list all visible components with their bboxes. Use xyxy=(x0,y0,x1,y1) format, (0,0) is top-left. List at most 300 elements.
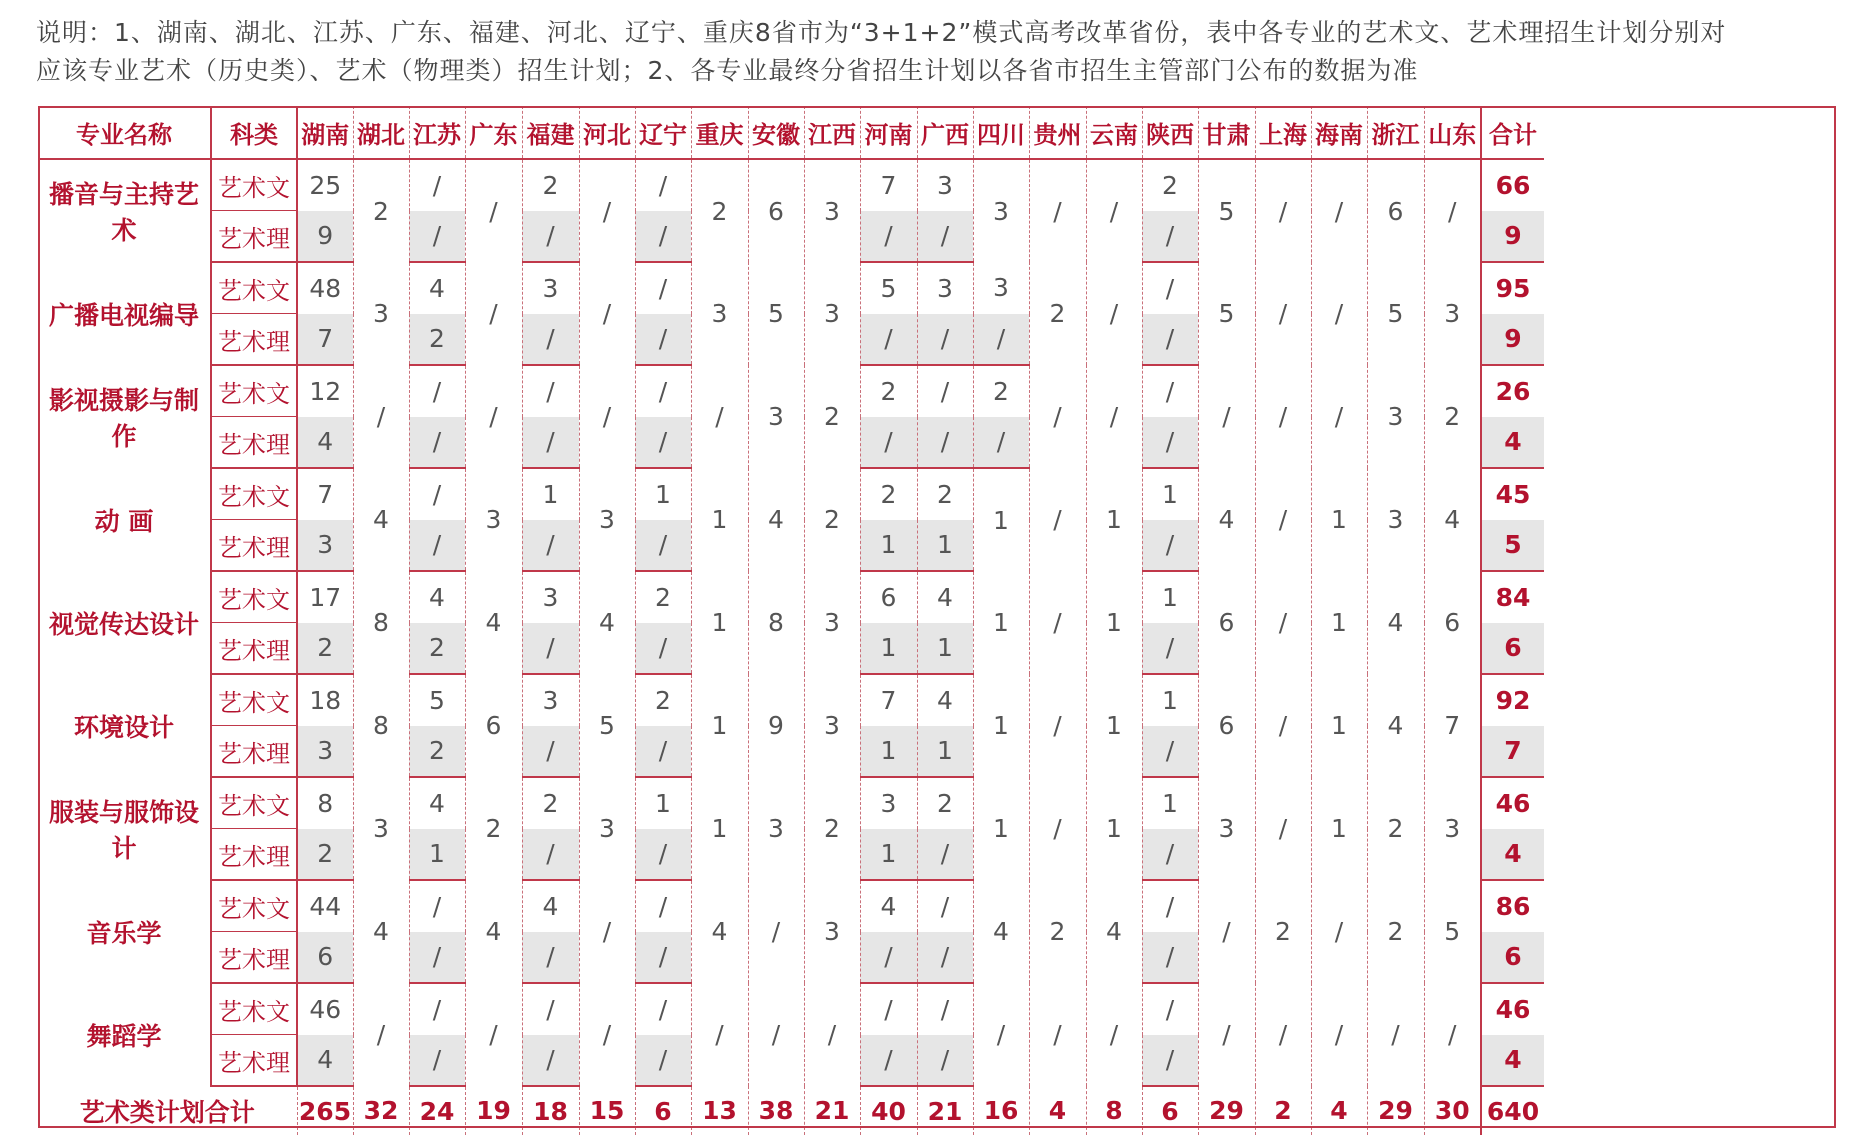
total-li: 4 xyxy=(1481,1035,1544,1087)
cell-merged: / xyxy=(1255,983,1311,1086)
cell-wen: / xyxy=(860,983,917,1035)
header-province: 云南 xyxy=(1086,106,1142,159)
cell-merged: / xyxy=(748,880,804,983)
cell-merged: 3 xyxy=(1424,777,1481,880)
cell-merged: / xyxy=(1029,571,1086,674)
cell-wen: 4 xyxy=(917,674,973,726)
cell-wen: 1 xyxy=(1142,777,1198,829)
cell-merged: / xyxy=(1255,468,1311,571)
cell-li: / xyxy=(635,726,691,778)
cell-merged: 1 xyxy=(973,777,1029,880)
cell-merged: / xyxy=(1198,365,1255,468)
cell-wen: 48 xyxy=(297,262,353,314)
cell-merged: / xyxy=(1311,880,1367,983)
cell-merged: 1 xyxy=(691,674,748,777)
cell-li: / xyxy=(635,211,691,263)
cell-wen: / xyxy=(522,365,579,417)
cell-merged: / xyxy=(465,262,522,365)
cell-wen: 3 xyxy=(522,674,579,726)
cell-li: / xyxy=(409,417,465,469)
cell-li: / xyxy=(917,932,973,984)
cell-wen: 25 xyxy=(297,159,353,211)
cell-merged: 3 xyxy=(579,777,635,880)
header-province: 海南 xyxy=(1311,106,1367,159)
cell-merged: / xyxy=(1198,880,1255,983)
major-name: 视觉传达设计 xyxy=(48,609,199,639)
cell-li: / xyxy=(860,211,917,263)
cell-li: / xyxy=(635,932,691,984)
cell-wen: 3 xyxy=(522,262,579,314)
sum-value: 4 xyxy=(1311,1086,1367,1135)
cell-merged: 4 xyxy=(1424,468,1481,571)
cell-li: 1 xyxy=(860,829,917,881)
cell-wen: / xyxy=(409,365,465,417)
major-name: 播音与主持艺术 xyxy=(48,180,199,245)
cell-merged: 3 xyxy=(579,468,635,571)
header-province: 江西 xyxy=(804,106,860,159)
cell-merged: / xyxy=(1424,983,1481,1086)
major-row-wen xyxy=(38,159,1544,211)
cell-wen: / xyxy=(409,468,465,520)
cell-merged: 4 xyxy=(973,880,1029,983)
note xyxy=(36,14,1836,90)
header-province: 甘肃 xyxy=(1198,106,1255,159)
cell-merged: 8 xyxy=(353,571,409,674)
cell-merged: 5 xyxy=(579,674,635,777)
cell-merged: / xyxy=(1311,983,1367,1086)
sum-row xyxy=(38,1086,1544,1135)
cell-wen: / xyxy=(1142,365,1198,417)
cell-li: / xyxy=(973,417,1029,469)
total-wen: 46 xyxy=(1481,777,1544,829)
cell-wen: 4 xyxy=(409,777,465,829)
total-wen: 26 xyxy=(1481,365,1544,417)
cell-wen: 18 xyxy=(297,674,353,726)
cell-wen: 8 xyxy=(297,777,353,829)
cell-merged: 4 xyxy=(353,468,409,571)
cell-merged: 3 xyxy=(804,880,860,983)
cell-merged: / xyxy=(804,983,860,1086)
cell-wen: 2 xyxy=(635,674,691,726)
cell-merged: / xyxy=(691,365,748,468)
sum-label: 艺术类计划合计 xyxy=(79,1098,255,1127)
cell-merged: 4 xyxy=(1367,674,1424,777)
cell-merged: 4 xyxy=(465,880,522,983)
cell-li: / xyxy=(522,417,579,469)
cell-li: / xyxy=(522,211,579,263)
sum-value: 21 xyxy=(917,1086,973,1135)
sum-value: 2 xyxy=(1255,1086,1311,1135)
cell-merged: 3 xyxy=(804,674,860,777)
cell-wen: / xyxy=(1142,983,1198,1035)
cell-li: 1 xyxy=(917,520,973,572)
type-li: 艺术理 xyxy=(211,417,297,469)
cell-wen: 44 xyxy=(297,880,353,932)
type-li: 艺术理 xyxy=(211,623,297,675)
sum-value: 6 xyxy=(635,1086,691,1135)
cell-merged: 3 xyxy=(804,262,860,365)
cell-wen: / xyxy=(1142,880,1198,932)
cell-merged: / xyxy=(1029,365,1086,468)
cell-merged: 1 xyxy=(1311,468,1367,571)
total-li: 6 xyxy=(1481,623,1544,675)
note-line-1: 说明：1、湖南、湖北、江苏、广东、福建、河北、辽宁、重庆8省市为“3+1+2”模式高考改革省份，表中各专业的艺术文、艺术理招生计划分别对 xyxy=(36,18,1727,47)
cell-li: / xyxy=(409,1035,465,1087)
cell-wen: 4 xyxy=(860,880,917,932)
total-wen: 45 xyxy=(1481,468,1544,520)
cell-wen: 2 xyxy=(522,777,579,829)
major-row-wen xyxy=(38,777,1544,829)
cell-merged: 1 xyxy=(1086,777,1142,880)
cell-merged: 1 xyxy=(1086,674,1142,777)
total-li: 4 xyxy=(1481,417,1544,469)
cell-merged: / xyxy=(1367,983,1424,1086)
cell-li: 7 xyxy=(297,314,353,366)
header-province: 上海 xyxy=(1255,106,1311,159)
cell-merged: 1 xyxy=(1311,571,1367,674)
cell-merged: 2 xyxy=(353,159,409,262)
cell-wen: 4 xyxy=(409,571,465,623)
sum-value: 40 xyxy=(860,1086,917,1135)
type-li: 艺术理 xyxy=(211,211,297,263)
cell-merged: 3 xyxy=(465,468,522,571)
cell-li: / xyxy=(1142,932,1198,984)
sum-value: 38 xyxy=(748,1086,804,1135)
cell-merged: 2 xyxy=(691,159,748,262)
header-province: 湖北 xyxy=(353,106,409,159)
cell-li: / xyxy=(635,314,691,366)
cell-wen: / xyxy=(635,983,691,1035)
cell-wen: 1 xyxy=(635,468,691,520)
cell-merged: / xyxy=(1086,365,1142,468)
cell-li: / xyxy=(409,211,465,263)
cell-wen: 2 xyxy=(860,468,917,520)
sum-value: 24 xyxy=(409,1086,465,1135)
cell-wen: 3 xyxy=(860,777,917,829)
cell-li: / xyxy=(522,623,579,675)
cell-merged: 2 xyxy=(804,365,860,468)
header-total: 合计 xyxy=(1481,106,1544,159)
major-name: 影视摄影与制作 xyxy=(48,385,199,451)
cell-merged: / xyxy=(465,365,522,468)
cell-merged: / xyxy=(353,365,409,468)
total-li: 6 xyxy=(1481,932,1544,984)
cell-merged: / xyxy=(1424,159,1481,262)
sum-value: 18 xyxy=(522,1086,579,1135)
cell-wen: 4 xyxy=(522,880,579,932)
header-province: 浙江 xyxy=(1367,106,1424,159)
cell-li: 6 xyxy=(297,932,353,984)
cell-li: 1 xyxy=(860,623,917,675)
cell-li: 2 xyxy=(297,829,353,881)
header-major: 专业名称 xyxy=(38,106,211,159)
cell-merged: 1 xyxy=(1311,674,1367,777)
cell-li: / xyxy=(522,520,579,572)
cell-li: 1 xyxy=(409,829,465,881)
cell-wen: 4 xyxy=(917,571,973,623)
cell-merged: / xyxy=(1086,262,1142,365)
cell-merged: / xyxy=(1311,365,1367,468)
cell-li: / xyxy=(1142,1035,1198,1087)
major-name: 服装与服饰设计 xyxy=(48,797,199,863)
total-li: 7 xyxy=(1481,726,1544,778)
type-wen: 艺术文 xyxy=(211,880,297,932)
cell-merged: 3 xyxy=(804,159,860,262)
header-type: 科类 xyxy=(211,106,297,159)
cell-wen: / xyxy=(917,365,973,417)
cell-wen: / xyxy=(409,159,465,211)
sum-value: 29 xyxy=(1198,1086,1255,1135)
cell-merged: / xyxy=(353,983,409,1086)
sum-value: 16 xyxy=(973,1086,1029,1135)
type-wen: 艺术文 xyxy=(211,983,297,1035)
total-li: 4 xyxy=(1481,829,1544,881)
cell-li: / xyxy=(1142,211,1198,263)
cell-li: / xyxy=(522,1035,579,1087)
cell-merged: 5 xyxy=(1424,880,1481,983)
cell-merged: 4 xyxy=(465,571,522,674)
cell-merged: / xyxy=(465,983,522,1086)
cell-wen: / xyxy=(635,365,691,417)
cell-li: 2 xyxy=(297,623,353,675)
cell-li: / xyxy=(522,932,579,984)
cell-merged: / xyxy=(579,159,635,262)
cell-wen: 7 xyxy=(860,674,917,726)
cell-merged: 4 xyxy=(1086,880,1142,983)
cell-merged: 3 xyxy=(748,777,804,880)
total-li: 9 xyxy=(1481,314,1544,366)
cell-merged: 6 xyxy=(1367,159,1424,262)
header-province: 湖南 xyxy=(297,106,353,159)
cell-wen: / xyxy=(917,880,973,932)
major-name: 舞蹈学 xyxy=(86,1021,162,1051)
cell-li: / xyxy=(917,417,973,469)
sum-value: 265 xyxy=(297,1086,353,1135)
cell-wen: 3 xyxy=(522,571,579,623)
cell-merged: 1 xyxy=(1086,468,1142,571)
cell-li: 9 xyxy=(297,211,353,263)
cell-li: / xyxy=(917,1035,973,1087)
cell-merged: 1 xyxy=(973,468,1029,571)
cell-merged: / xyxy=(1029,468,1086,571)
cell-wen: 3 xyxy=(917,262,973,314)
cell-wen: 7 xyxy=(297,468,353,520)
cell-wen: 17 xyxy=(297,571,353,623)
cell-li: / xyxy=(917,314,973,366)
cell-merged: / xyxy=(1029,159,1086,262)
cell-merged: / xyxy=(579,262,635,365)
cell-li: 4 xyxy=(297,417,353,469)
sum-value: 4 xyxy=(1029,1086,1086,1135)
cell-merged: 2 xyxy=(1367,880,1424,983)
cell-merged: 2 xyxy=(1424,365,1481,468)
cell-merged: 3 xyxy=(1198,777,1255,880)
header-province: 河北 xyxy=(579,106,635,159)
cell-li: / xyxy=(522,726,579,778)
cell-merged: / xyxy=(579,365,635,468)
cell-wen: / xyxy=(635,159,691,211)
cell-li: / xyxy=(522,829,579,881)
cell-li: / xyxy=(973,314,1029,366)
cell-merged: 3 xyxy=(353,262,409,365)
cell-li: / xyxy=(860,1035,917,1087)
header-province: 广西 xyxy=(917,106,973,159)
sum-value: 19 xyxy=(465,1086,522,1135)
cell-wen: / xyxy=(917,983,973,1035)
cell-li: / xyxy=(1142,314,1198,366)
cell-merged: / xyxy=(1029,777,1086,880)
total-wen: 86 xyxy=(1481,880,1544,932)
cell-wen: 1 xyxy=(1142,571,1198,623)
cell-li: / xyxy=(917,829,973,881)
cell-merged: / xyxy=(1255,674,1311,777)
cell-merged: / xyxy=(1255,571,1311,674)
cell-wen: 2 xyxy=(522,159,579,211)
header-province: 重庆 xyxy=(691,106,748,159)
header-province: 陕西 xyxy=(1142,106,1198,159)
cell-merged: 6 xyxy=(465,674,522,777)
cell-wen: / xyxy=(409,983,465,1035)
cell-wen: 2 xyxy=(973,365,1029,417)
major-row-wen xyxy=(38,468,1544,520)
major-row-wen xyxy=(38,262,1544,314)
sum-value: 6 xyxy=(1142,1086,1198,1135)
major-row-wen xyxy=(38,880,1544,932)
cell-merged: 6 xyxy=(1198,674,1255,777)
cell-wen: 1 xyxy=(1142,674,1198,726)
cell-li: / xyxy=(409,520,465,572)
cell-wen: 2 xyxy=(1142,159,1198,211)
cell-merged: / xyxy=(465,159,522,262)
cell-li: 1 xyxy=(860,726,917,778)
cell-merged: 3 xyxy=(973,159,1029,262)
type-wen: 艺术文 xyxy=(211,262,297,314)
cell-merged: 7 xyxy=(1424,674,1481,777)
cell-wen: 6 xyxy=(860,571,917,623)
cell-merged: 4 xyxy=(353,880,409,983)
sum-value: 29 xyxy=(1367,1086,1424,1135)
cell-merged: 1 xyxy=(973,674,1029,777)
major-row-wen xyxy=(38,365,1544,417)
major-row-wen xyxy=(38,983,1544,1035)
cell-wen: 2 xyxy=(917,777,973,829)
type-wen: 艺术文 xyxy=(211,468,297,520)
cell-merged: 9 xyxy=(748,674,804,777)
major-name: 环境设计 xyxy=(73,712,174,742)
cell-merged: / xyxy=(1255,262,1311,365)
cell-li: / xyxy=(860,417,917,469)
cell-wen: / xyxy=(409,880,465,932)
sum-value: 13 xyxy=(691,1086,748,1135)
total-wen: 46 xyxy=(1481,983,1544,1035)
cell-wen: 5 xyxy=(409,674,465,726)
cell-wen: 46 xyxy=(297,983,353,1035)
header-province: 安徽 xyxy=(748,106,804,159)
cell-merged: 2 xyxy=(1029,880,1086,983)
cell-merged: / xyxy=(973,983,1029,1086)
sum-value: 15 xyxy=(579,1086,635,1135)
cell-wen: 2 xyxy=(860,365,917,417)
cell-wen: / xyxy=(635,880,691,932)
type-li: 艺术理 xyxy=(211,726,297,778)
cell-merged: 2 xyxy=(1255,880,1311,983)
cell-merged: 1 xyxy=(691,571,748,674)
cell-merged: 4 xyxy=(691,880,748,983)
major-name: 广播电视编导 xyxy=(48,300,199,330)
cell-li: / xyxy=(522,314,579,366)
cell-merged: 5 xyxy=(1367,262,1424,365)
cell-merged: / xyxy=(579,880,635,983)
cell-merged: / xyxy=(1029,674,1086,777)
cell-merged: 1 xyxy=(1311,777,1367,880)
header-province: 江苏 xyxy=(409,106,465,159)
cell-merged: 6 xyxy=(748,159,804,262)
cell-li: / xyxy=(1142,726,1198,778)
total-li: 9 xyxy=(1481,211,1544,263)
cell-li: / xyxy=(1142,829,1198,881)
cell-merged: / xyxy=(1311,159,1367,262)
cell-wen: 2 xyxy=(635,571,691,623)
cell-li: / xyxy=(860,314,917,366)
cell-wen: 1 xyxy=(635,777,691,829)
cell-wen: / xyxy=(522,983,579,1035)
cell-li: / xyxy=(917,211,973,263)
type-li: 艺术理 xyxy=(211,932,297,984)
cell-wen: 12 xyxy=(297,365,353,417)
cell-merged: 5 xyxy=(1198,159,1255,262)
major-name: 音乐学 xyxy=(86,918,162,948)
cell-merged: 3 xyxy=(691,262,748,365)
cell-merged: 2 xyxy=(1367,777,1424,880)
cell-li: 3 xyxy=(297,520,353,572)
cell-wen: / xyxy=(635,262,691,314)
cell-wen: 1 xyxy=(522,468,579,520)
cell-li: 1 xyxy=(917,623,973,675)
cell-wen: 5 xyxy=(860,262,917,314)
type-li: 艺术理 xyxy=(211,314,297,366)
cell-li: 2 xyxy=(409,726,465,778)
cell-li: / xyxy=(635,417,691,469)
type-wen: 艺术文 xyxy=(211,365,297,417)
major-name: 动 画 xyxy=(94,506,154,536)
total-wen: 66 xyxy=(1481,159,1544,211)
cell-li: / xyxy=(635,623,691,675)
cell-merged: / xyxy=(1255,777,1311,880)
cell-merged: 3 xyxy=(353,777,409,880)
cell-merged: / xyxy=(691,983,748,1086)
cell-merged: / xyxy=(1086,983,1142,1086)
header-row xyxy=(38,106,1544,159)
cell-li: / xyxy=(635,520,691,572)
cell-merged: 4 xyxy=(579,571,635,674)
cell-merged: / xyxy=(1255,365,1311,468)
sum-value: 32 xyxy=(353,1086,409,1135)
cell-wen: / xyxy=(1142,262,1198,314)
cell-merged: / xyxy=(748,983,804,1086)
header-province: 广东 xyxy=(465,106,522,159)
type-wen: 艺术文 xyxy=(211,777,297,829)
cell-wen: 1 xyxy=(1142,468,1198,520)
total-wen: 84 xyxy=(1481,571,1544,623)
cell-merged: 2 xyxy=(1029,262,1086,365)
type-wen: 艺术文 xyxy=(211,159,297,211)
cell-merged: 3 xyxy=(748,365,804,468)
header-province: 四川 xyxy=(973,106,1029,159)
cell-li: / xyxy=(1142,520,1198,572)
cell-li: / xyxy=(409,932,465,984)
cell-merged: 3 xyxy=(1367,468,1424,571)
cell-wen: 7 xyxy=(860,159,917,211)
